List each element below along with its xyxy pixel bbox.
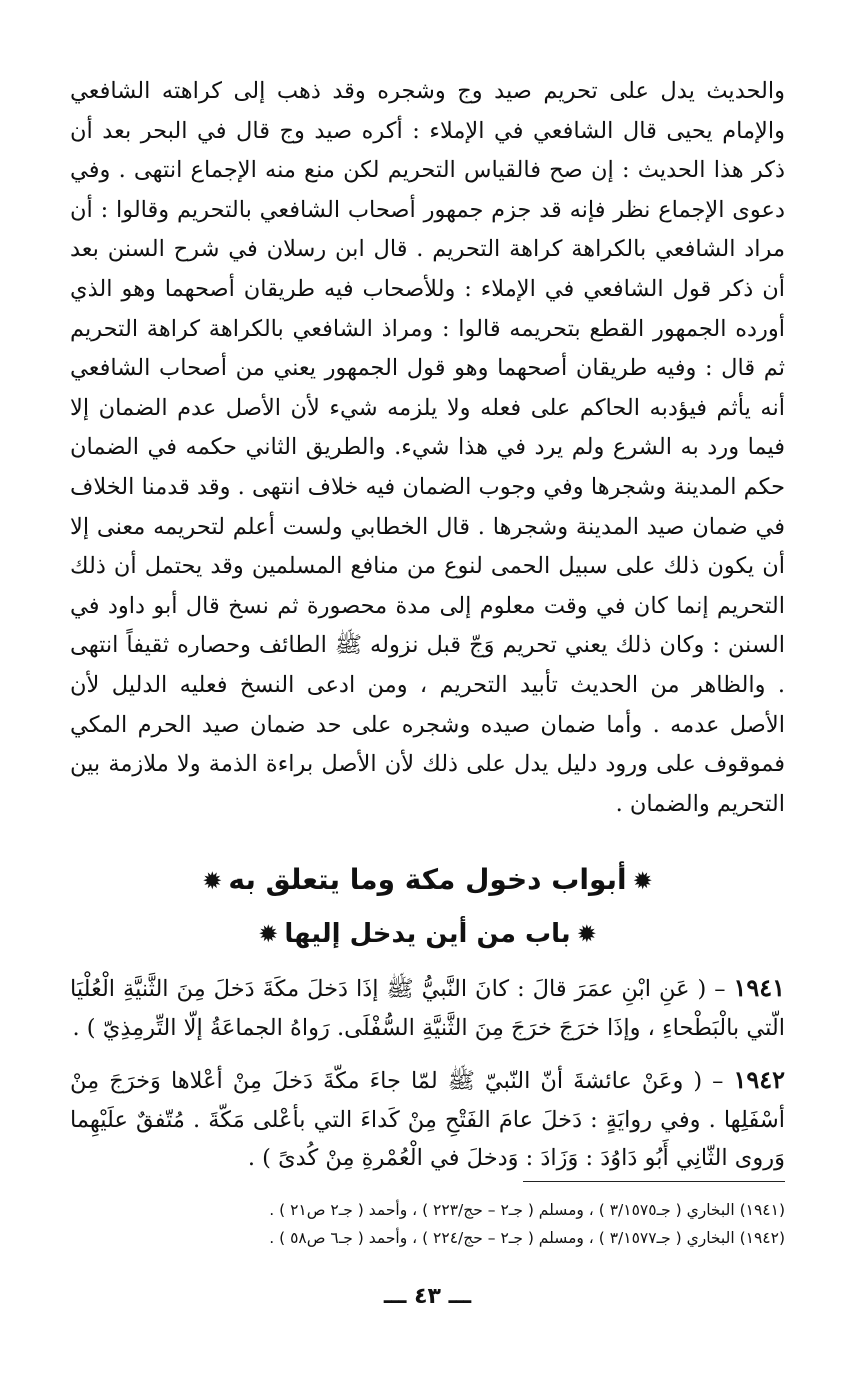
star-ornament-icon: ✹ [202,867,223,896]
footnote: (١٩٤٢) البخاري ( جـ٣/١٥٧٧ ) ، ومسلم ( جـ٢ – حج/٢٢٤ ) ، وأحمد ( جـ٦ ص٥٨ ) . [269,1229,785,1247]
chapter-heading [70,858,785,903]
footnotes [70,1196,785,1252]
star-ornament-icon: ✹ [258,920,279,949]
star-ornament-icon: ✹ [576,920,597,949]
chapter-heading-text: أبواب دخول مكة وما يتعلق به [228,863,627,897]
section-heading-text: باب من أين يدخل إليها [284,919,571,950]
hadith-entry [70,1061,785,1178]
hadith-text: – ( وعَنْ عائشةَ أنّ النّبيّ ﷺ لمّا جاءَ مكّةَ دَخلَ مِنْ أعْلاها وَخرَجَ مِنْ أسْفَلِها . وفي روايَةٍ : دَخلَ عامَ الفَتْحِ مِنْ كَداءَ التي بأعْلى مَكّةَ . مُتّفقٌ علَيْهِما وَروى الثّانِي أَبُو دَاوُدَ : وَزَادَ : وَدخلَ في الْعُمْرةِ مِنْ كُدىً ) . [70,1068,785,1172]
hadith-entry [70,969,785,1047]
footnote: (١٩٤١) البخاري ( جـ٣/١٥٧٥ ) ، ومسلم ( جـ٢ – حج/٢٢٣ ) ، وأحمد ( جـ٢ ص٢١ ) . [269,1201,785,1219]
hadith-text: – ( عَنِ ابْنِ عمَرَ قالَ : كانَ النَّبيُّ ﷺ إذَا دَخلَ مكَةَ دَخلَ مِنَ الثَّنيَّةِ الْعُلْيَا الّتي بالْبَطْحاءِ ، وإذَا خرَجَ خرَجَ مِنَ الثَّنيَّةِ السُّفْلَى. رَواهُ الجماعَةُ إلّا التِّرمِذِيّ ) . [70,976,785,1041]
page-content [70,72,785,1178]
commentary-paragraph: والحديث يدل على تحريم صيد وج وشجره وقد ذهب إلى كراهته الشافعي والإمام يحيى قال الشافعي في الإملاء : أكره صيد وج قال في البحر بعد أن ذكر هذا الحديث : إن صح فالقياس التحريم لكن منع منه الإجماع انتهى . وفي دعوى الإجماع نظر فإنه قد جزم جمهور أصحاب الشافعي بالتحريم وقالوا : أن مراد الشافعي بالكراهة كراهة التحريم . قال ابن رسلان في شرح السنن بعد أن ذكر قول الشافعي في الإملاء : وللأصحاب فيه طريقان أصحهما وهو الذي أورده الجمهور القطع بتحريمه قالوا : ومراذ الشافعي بالكراهة كراهة التحريم ثم قال : وفيه طريقان أصحهما وهو قول الجمهور يعني من أصحاب الشافعي أنه يأثم فيؤدبه الحاكم على فعله ولا يلزمه شيء لأن الأصل عدم الضمان إلا فيما ورد به الشرع ولم يرد في هذا شيء. والطريق الثاني حكمه في الضمان حكم المدينة وشجرها وفي وجوب الضمان فيه خلاف انتهى . وقد قدمنا الخلاف في ضمان صيد المدينة وشجرها . قال الخطابي ولست أعلم لتحريمه معنى إلا أن يكون ذلك على سبيل الحمى لنوع من منافع المسلمين وقد يحتمل أن ذلك التحريم إنما كان في وقت معلوم إلى مدة محصورة ثم نسخ قال أبو داود في السنن : وكان ذلك يعني تحريم وَجّ قبل نزوله ﷺ الطائف وحصاره ثقيفاً انتهى . والظاهر من الحديث تأبيد التحريم ، ومن ادعى النسخ فعليه الدليل لأن الأصل عدمه . وأما ضمان صيده وشجره على حد ضمان صيد الحرم المكي فموقوف على ورود دليل يدل على ذلك لأن الأصل براءة الذمة ولا ملازمة بين التحريم والضمان . [70,78,785,817]
hadith-number: ١٩٤٢ [733,1065,785,1095]
page-number: ـــ ٤٣ ـــ [383,1284,472,1309]
hadith-number: ١٩٤١ [733,973,785,1003]
section-heading [70,913,785,955]
footnote-divider [523,1181,785,1182]
star-ornament-icon: ✹ [632,867,653,896]
